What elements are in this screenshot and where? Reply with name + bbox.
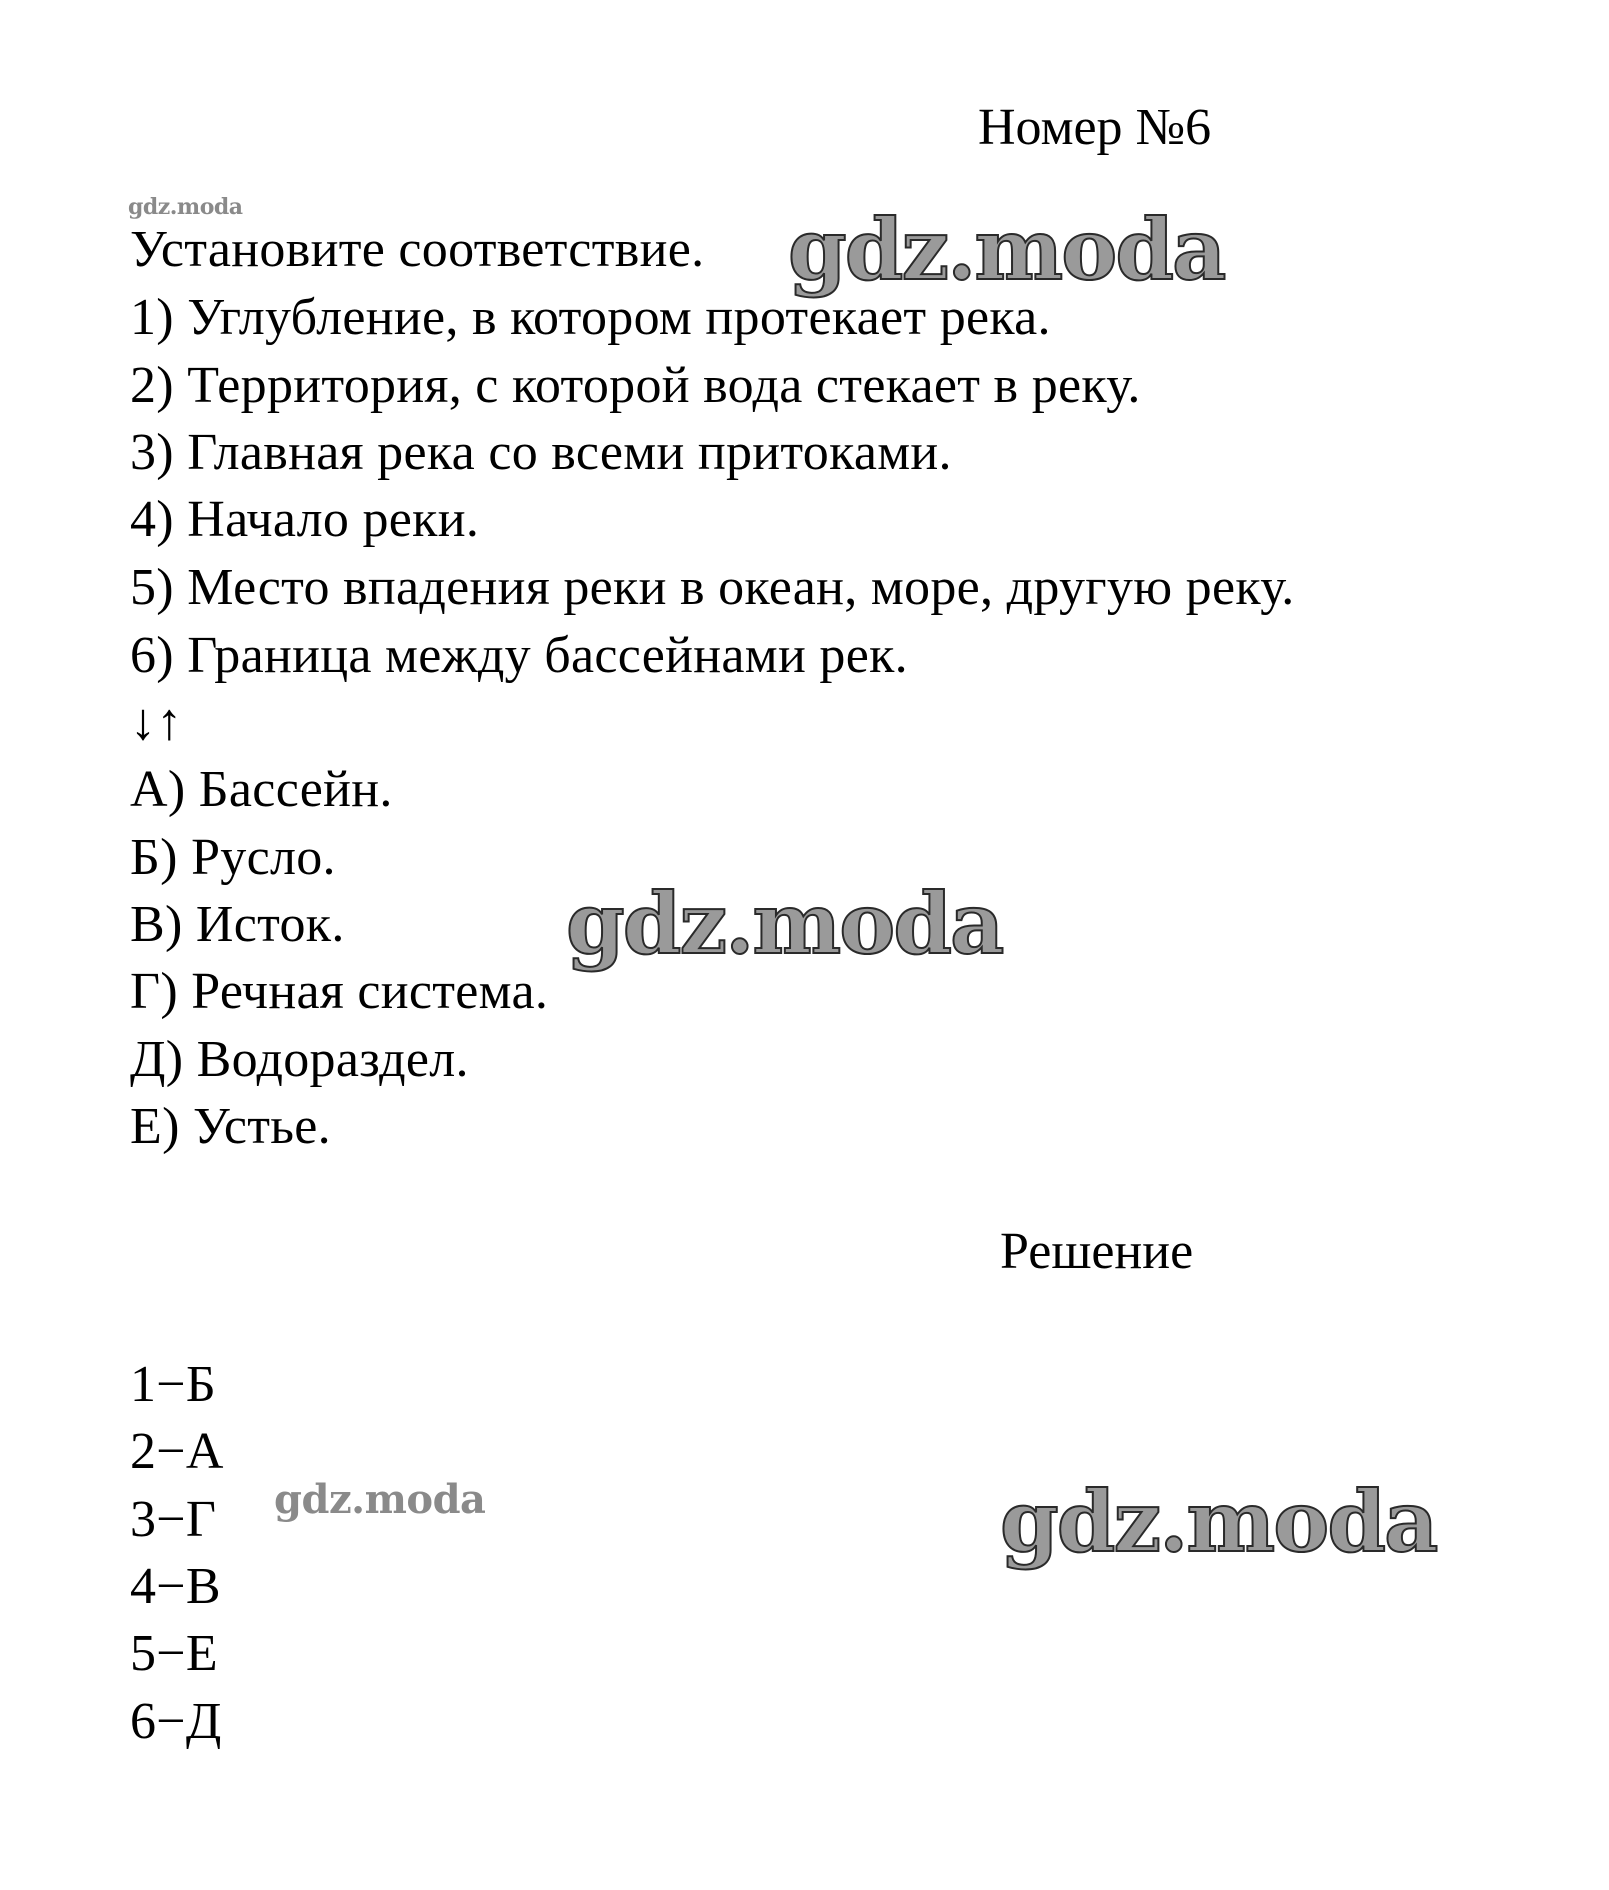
option-d: Д) Водораздел.: [130, 1031, 469, 1088]
task-item-5: 5) Место впадения реки в океан, море, другую реку.: [130, 559, 1295, 616]
answer-3: 3−Г: [130, 1491, 217, 1548]
option-a: А) Бассейн.: [130, 761, 393, 818]
page-title: Номер №6: [978, 99, 1212, 156]
task-item-3: 3) Главная река со всеми притоками.: [130, 424, 952, 481]
option-b: Б) Русло.: [130, 829, 336, 886]
option-v: В) Исток.: [130, 896, 345, 953]
watermark-bottom: gdz.moda: [1000, 1472, 1437, 1571]
task-instruction: Установите соответствие.: [130, 221, 705, 278]
solution-title: Решение: [1000, 1223, 1194, 1280]
task-item-2: 2) Территория, с которой вода стекает в реку.: [130, 357, 1141, 414]
arrows-icon: ↓↑: [130, 694, 183, 751]
task-item-1: 1) Углубление, в котором протекает река.: [130, 289, 1051, 346]
watermark-top: gdz.moda: [788, 200, 1225, 299]
option-e: Е) Устье.: [130, 1098, 331, 1155]
option-g: Г) Речная система.: [130, 963, 549, 1020]
answer-5: 5−Е: [130, 1625, 218, 1682]
watermark-small-top: gdz.moda: [128, 194, 243, 220]
watermark-small-bottom: gdz.moda: [274, 1476, 486, 1523]
answer-2: 2−А: [130, 1423, 224, 1480]
answer-6: 6−Д: [130, 1693, 222, 1750]
answer-4: 4−В: [130, 1558, 221, 1615]
task-item-4: 4) Начало реки.: [130, 491, 480, 548]
watermark-middle: gdz.moda: [566, 874, 1003, 973]
task-item-6: 6) Граница между бассейнами рек.: [130, 627, 908, 684]
answer-1: 1−Б: [130, 1356, 217, 1413]
